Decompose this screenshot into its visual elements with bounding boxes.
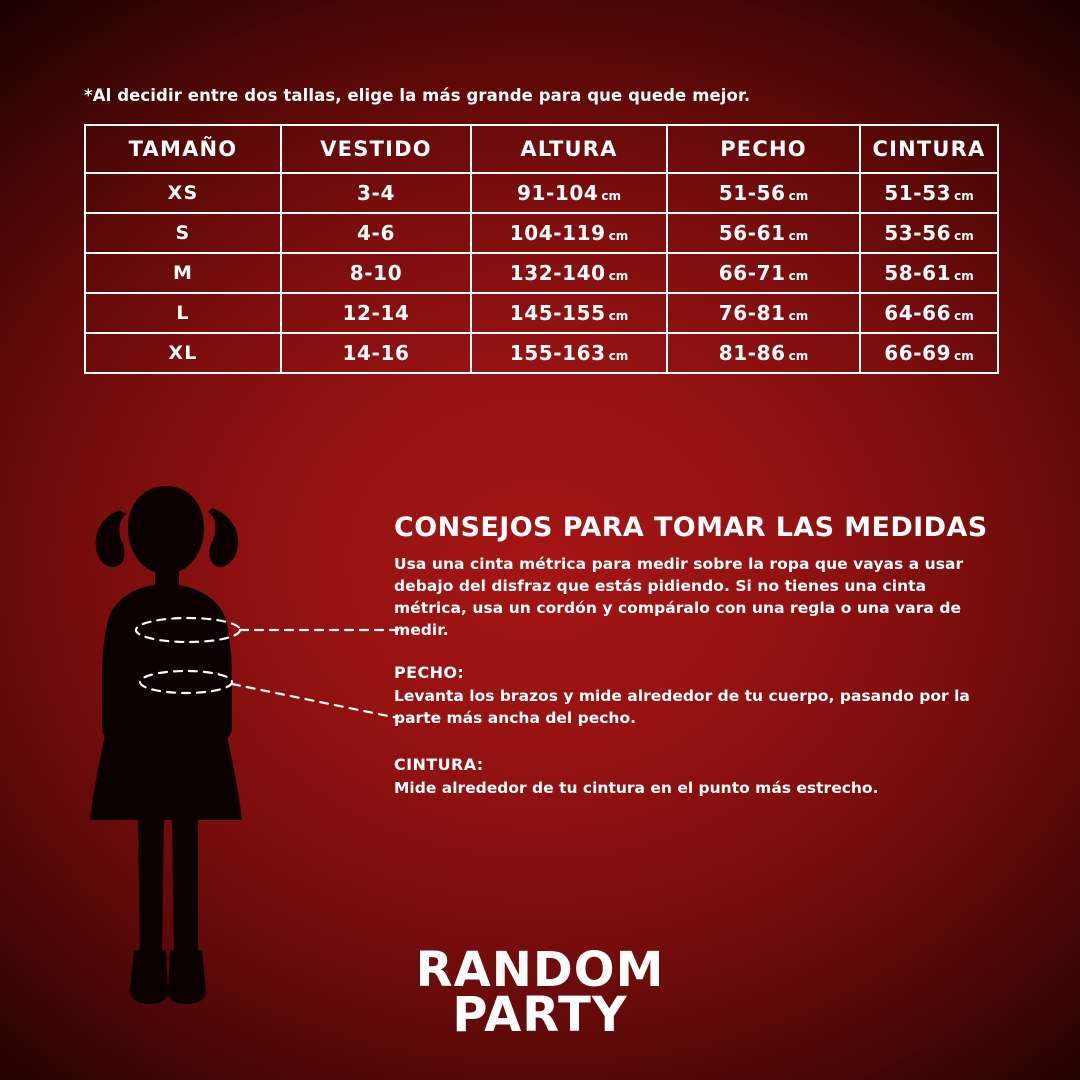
girl-silhouette-icon [60,480,350,1020]
cell-size: L [85,293,281,333]
chest-tip-description: Levanta los brazos y mide alrededor de tu cuerpo, pasando por la parte más ancha del pecho. [394,687,970,727]
cell-dress: 14-16 [281,333,471,373]
cell-chest [667,173,860,213]
cell-height [471,293,667,333]
unit-label: cm [954,349,974,363]
column-header-size: TAMAÑO [85,125,281,173]
column-header-waist: CINTURA [860,125,998,173]
cell-chest [667,213,860,253]
value: 51-53 [884,181,952,205]
tips-intro: Usa una cinta métrica para medir sobre la ropa que vayas a usar debajo del disfraz que estás pidiendo. Si no tienes una cinta métrica, usa un cordón y compáralo con una regla o una vara de medir. [394,555,964,639]
size-table [84,124,999,374]
column-header-chest: PECHO [667,125,860,173]
table-row [85,253,998,293]
unit-label: cm [788,309,809,323]
tips-title: CONSEJOS PARA TOMAR LAS MEDIDAS [394,512,988,543]
cell-dress: 12-14 [281,293,471,333]
unit-label: cm [608,269,629,283]
value: 53-56 [884,221,952,245]
waist-tip-label: CINTURA: [394,755,484,774]
value: 64-66 [884,301,952,325]
cell-waist [860,333,998,373]
cell-waist [860,253,998,293]
unit-label: cm [601,189,622,203]
size-note: *Al decidir entre dos tallas, elige la más grande para que quede mejor. [84,86,751,105]
table-row [85,213,998,253]
unit-label: cm [608,309,629,323]
cell-chest [667,253,860,293]
cell-chest [667,333,860,373]
cell-size: XL [85,333,281,373]
value: 81-86 [718,341,786,365]
table-row [85,333,998,373]
value: 66-69 [884,341,952,365]
value: 58-61 [884,261,952,285]
unit-label: cm [608,349,629,363]
size-table-wrapper [84,124,997,374]
unit-label: cm [954,189,974,203]
value: 76-81 [718,301,786,325]
value: 66-71 [718,261,786,285]
cell-waist [860,213,998,253]
cell-size: XS [85,173,281,213]
value: 132-140 [509,261,606,285]
cell-dress: 8-10 [281,253,471,293]
value: 51-56 [718,181,786,205]
cell-height [471,333,667,373]
waist-tip-description: Mide alrededor de tu cintura en el punto más estrecho. [394,779,879,797]
cell-waist [860,293,998,333]
unit-label: cm [788,269,809,283]
chest-tip [394,663,994,729]
cell-size: M [85,253,281,293]
cell-chest [667,293,860,333]
chest-tip-label: PECHO: [394,663,465,682]
cell-height [471,173,667,213]
cell-height [471,213,667,253]
brand-logo-line2: PARTY [452,986,628,1043]
value: 155-163 [509,341,606,365]
waist-tip [394,755,994,799]
value: 145-155 [509,301,606,325]
column-header-dress: VESTIDO [281,125,471,173]
value: 104-119 [509,221,606,245]
brand-logo [0,941,1080,1043]
cell-dress: 3-4 [281,173,471,213]
table-header-row [85,125,998,173]
cell-waist [860,173,998,213]
unit-label: cm [788,229,809,243]
value: 91-104 [516,181,599,205]
unit-label: cm [788,349,809,363]
cell-dress: 4-6 [281,213,471,253]
measurement-tips [394,512,994,799]
unit-label: cm [608,229,629,243]
value: 56-61 [718,221,786,245]
table-row [85,173,998,213]
cell-size: S [85,213,281,253]
brand-logo-line1: RANDOM [415,941,665,998]
cell-height [471,253,667,293]
table-row [85,293,998,333]
unit-label: cm [788,189,809,203]
unit-label: cm [954,269,974,283]
unit-label: cm [954,229,974,243]
column-header-height: ALTURA [471,125,667,173]
unit-label: cm [954,309,974,323]
